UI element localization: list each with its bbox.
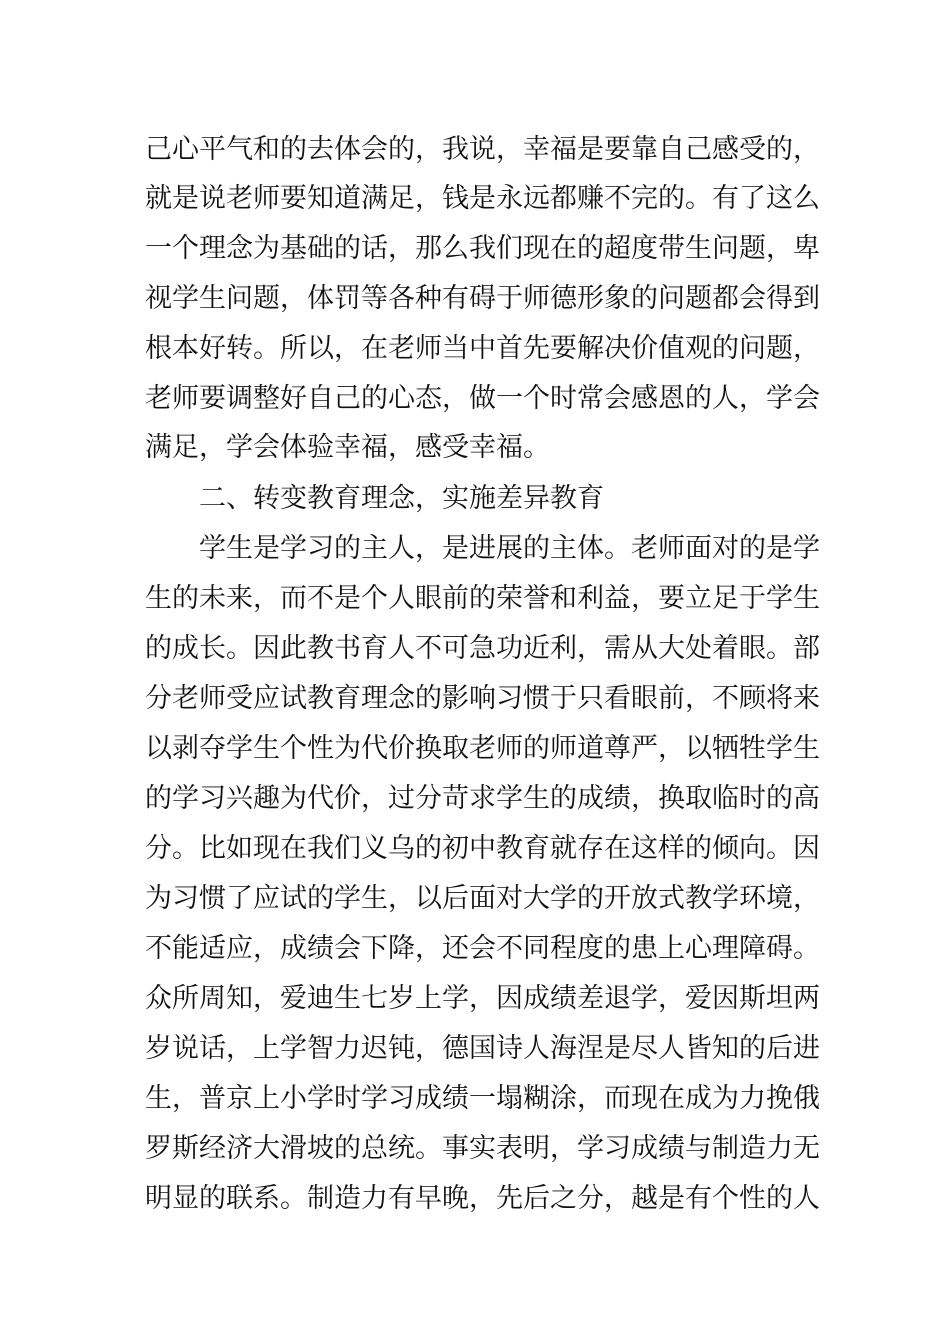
body-text-line: 的成长。因此教书育人不可急功近利，需从大处着眼。部 <box>145 633 820 664</box>
body-text-line: 己心平气和的去体会的，我说，幸福是要靠自己感受的， <box>145 134 820 165</box>
body-text-line: 分老师受应试教育理念的影响习惯于只看眼前，不顾将来 <box>145 683 820 714</box>
body-text-line: 众所周知，爱迪生七岁上学，因成绩差退学，爱因斯坦两 <box>145 983 820 1014</box>
body-text-line: 明显的联系。制造力有早晚，先后之分，越是有个性的人 <box>145 1183 820 1214</box>
body-text-line: 分。比如现在我们义乌的初中教育就存在这样的倾向。因 <box>145 833 820 864</box>
body-text-line: 一个理念为基础的话，那么我们现在的超度带生问题，卑 <box>145 233 820 264</box>
body-text-line: 生的未来，而不是个人眼前的荣誉和利益，要立足于学生 <box>145 583 820 614</box>
body-text-line: 的学习兴趣为代价，过分苛求学生的成绩，换取临时的高 <box>145 783 820 814</box>
body-text-line: 为习惯了应试的学生，以后面对大学的开放式教学环境， <box>145 883 820 914</box>
body-text-line: 视学生问题，体罚等各种有碍于师德形象的问题都会得到 <box>145 283 820 314</box>
body-text-line: 不能适应，成绩会下降，还会不同程度的患上心理障碍。 <box>145 933 820 964</box>
paragraph-first-line: 学生是学习的主人，是进展的主体。老师面对的是学 <box>199 533 820 564</box>
body-text-line: 以剥夺学生个性为代价换取老师的师道尊严，以牺牲学生 <box>145 733 820 764</box>
body-text-line: 老师要调整好自己的心态，做一个时常会感恩的人，学会 <box>145 383 820 414</box>
section-heading: 二、转变教育理念，实施差异教育 <box>199 483 604 514</box>
body-text-line: 岁说话，上学智力迟钝，德国诗人海涅是尽人皆知的后进 <box>145 1033 820 1064</box>
body-text-line: 根本好转。所以，在老师当中首先要解决价值观的问题， <box>145 333 820 364</box>
body-text-line: 生，普京上小学时学习成绩一塌糊涂，而现在成为力挽俄 <box>145 1083 820 1114</box>
body-text-line: 满足，学会体验幸福，感受幸福。 <box>145 432 550 463</box>
body-text-line: 就是说老师要知道满足，钱是永远都赚不完的。有了这么 <box>145 183 820 214</box>
body-text-line: 罗斯经济大滑坡的总统。事实表明，学习成绩与制造力无 <box>145 1133 820 1164</box>
